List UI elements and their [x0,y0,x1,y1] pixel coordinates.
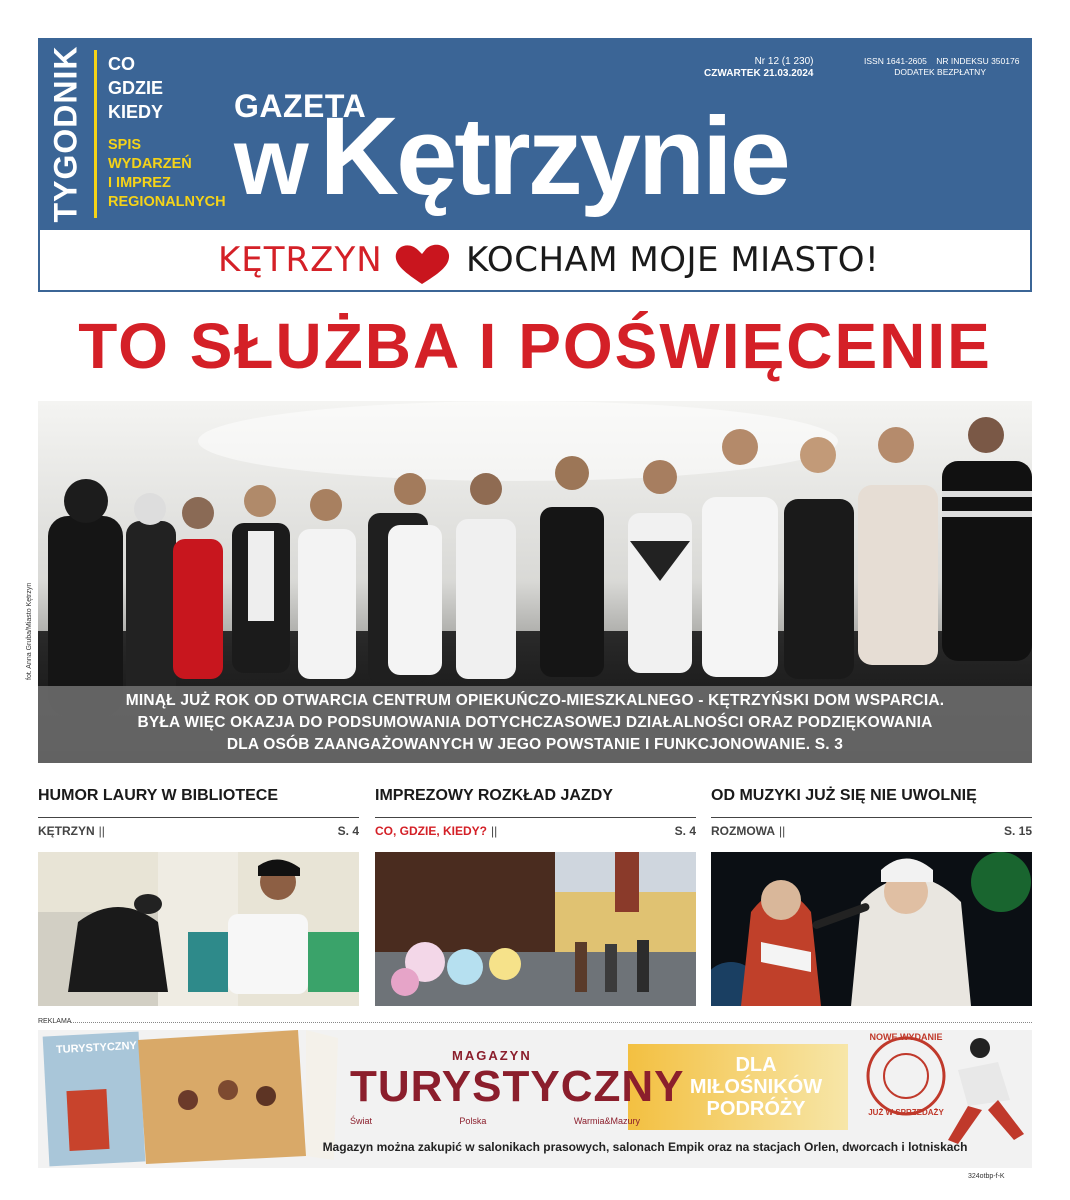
ad-tagline-line: DLA [735,1054,777,1076]
article-category [375,824,497,838]
gazeta-label: GAZETA [234,88,367,124]
stamp-top: NOWE WYDANIE [869,1032,943,1042]
dodatek-label: DODATEK BEZPŁATNY [894,67,986,77]
ad-title: TURYSTYCZNY [350,1062,685,1111]
category-label: KĘTRZYN [38,824,95,838]
caption-line: BYŁA WIĘC OKAZJA DO PODSUMOWANIA DOTYCHCZASOWEJ DZIAŁALNOŚCI ORAZ PODZIĘKOWANIA [137,714,933,731]
ad-sub-item: Świat [350,1116,373,1126]
article-title[interactable]: HUMOR LAURY W BIBLIOTECE [38,787,278,804]
tygodnik-label: TYGODNIK [47,45,84,223]
article-page: S. 15 [1003,824,1032,838]
article-thumbnail[interactable] [711,852,1032,1006]
article-meta [38,817,359,845]
ad-tagline-line: PODRÓŻY [706,1098,806,1120]
ad-sub-item: Warmia&Mazury [573,1116,640,1126]
article-teaser[interactable] [375,783,696,845]
market-photo [375,852,696,1006]
article-title[interactable]: IMPREZOWY ROZKŁAD JAZDY [375,787,613,804]
article-category [38,824,105,838]
ad-cover-title: TURYSTYCZNY [55,1039,138,1057]
issue-date: CZWARTEK 21.03.2024 [704,68,814,79]
article-thumbnail[interactable] [375,852,696,1006]
ad-subtitle [350,1116,640,1126]
cgk-line: KIEDY [108,102,164,122]
reklama-divider [70,1022,1032,1023]
article-page: S. 4 [337,824,359,838]
article-category [711,824,785,838]
slogan-city: KĘTRZYN [218,240,383,280]
issue-number: Nr 12 (1 230) [754,56,814,67]
title-city: Kętrzynie [319,95,788,218]
spis-line: WYDARZEŃ [108,156,192,172]
newspaper-title [234,82,788,237]
article-title[interactable]: OD MUZYKI JUŻ SIĘ NIE UWOLNIĘ [711,787,977,804]
article-meta [711,817,1032,845]
spis-line: SPIS [108,137,142,153]
article-page: S. 4 [674,824,696,838]
cgk-line: GDZIE [108,78,164,98]
reklama-label: REKLAMA [38,1018,72,1025]
issn-info [864,56,1020,78]
article-thumbnail[interactable] [38,852,359,1006]
photo-credit: fot. Anna Gruba/Miasto Kętrzyn [26,582,33,680]
heart-icon [392,242,452,286]
spis-line: I IMPREZ [108,175,171,191]
tygodnik-vertical [38,38,94,230]
ad-code: 324otbp-f-K [968,1173,1005,1180]
library-photo [38,852,359,1006]
yellow-divider [94,50,97,218]
ad-sub-item: Polska [459,1116,487,1126]
article-teaser[interactable] [711,783,1032,845]
category-separator: || [98,824,105,838]
article-meta [375,817,696,845]
ad-footer-text: Magazyn można zakupić w salonikach prasowych, salonach Empik oraz na stacjach Orlen, dworcach i lotniskach [322,1140,968,1154]
category-separator: || [491,824,498,838]
category-label: CO, GDZIE, KIEDY? [375,824,488,838]
photo-caption [38,686,1032,763]
stamp-bottom: JUŻ W SPRZEDAŻY [868,1108,944,1117]
ad-tagline-line: MIŁOŚNIKÓW [689,1076,823,1098]
issn-number: ISSN 1641-2605 NR INDEKSU 350176 [864,56,1020,66]
title-w: w [234,108,306,215]
main-headline: TO SŁUŻBA I POŚWIĘCENIE [78,310,992,382]
spis-wydarzen [108,136,226,212]
issue-info [704,56,814,80]
slogan-text: KOCHAM MOJE MIASTO! [466,240,880,280]
slogan-bar [38,230,1032,292]
article-teaser[interactable] [38,783,359,845]
category-separator: || [779,824,786,838]
masthead [38,38,1032,230]
spis-line: REGIONALNYCH [108,194,226,210]
cgk-line: CO [108,54,135,74]
concert-photo [711,852,1032,1006]
co-gdzie-kiedy [108,52,163,124]
caption-line: MINĄŁ JUŻ ROK OD OTWARCIA CENTRUM OPIEKUŃCZO-MIESZKALNEGO - KĘTRZYŃSKI DOM WSPARCIA. [125,692,945,709]
ad-magazyn: MAGAZYN [452,1048,532,1063]
ad-tagline [666,1054,846,1120]
category-label: ROZMOWA [711,824,775,838]
caption-line: DLA OSÓB ZAANGAŻOWANYCH W JEGO POWSTANIE I FUNKCJONOWANIE. S. 3 [226,736,844,753]
